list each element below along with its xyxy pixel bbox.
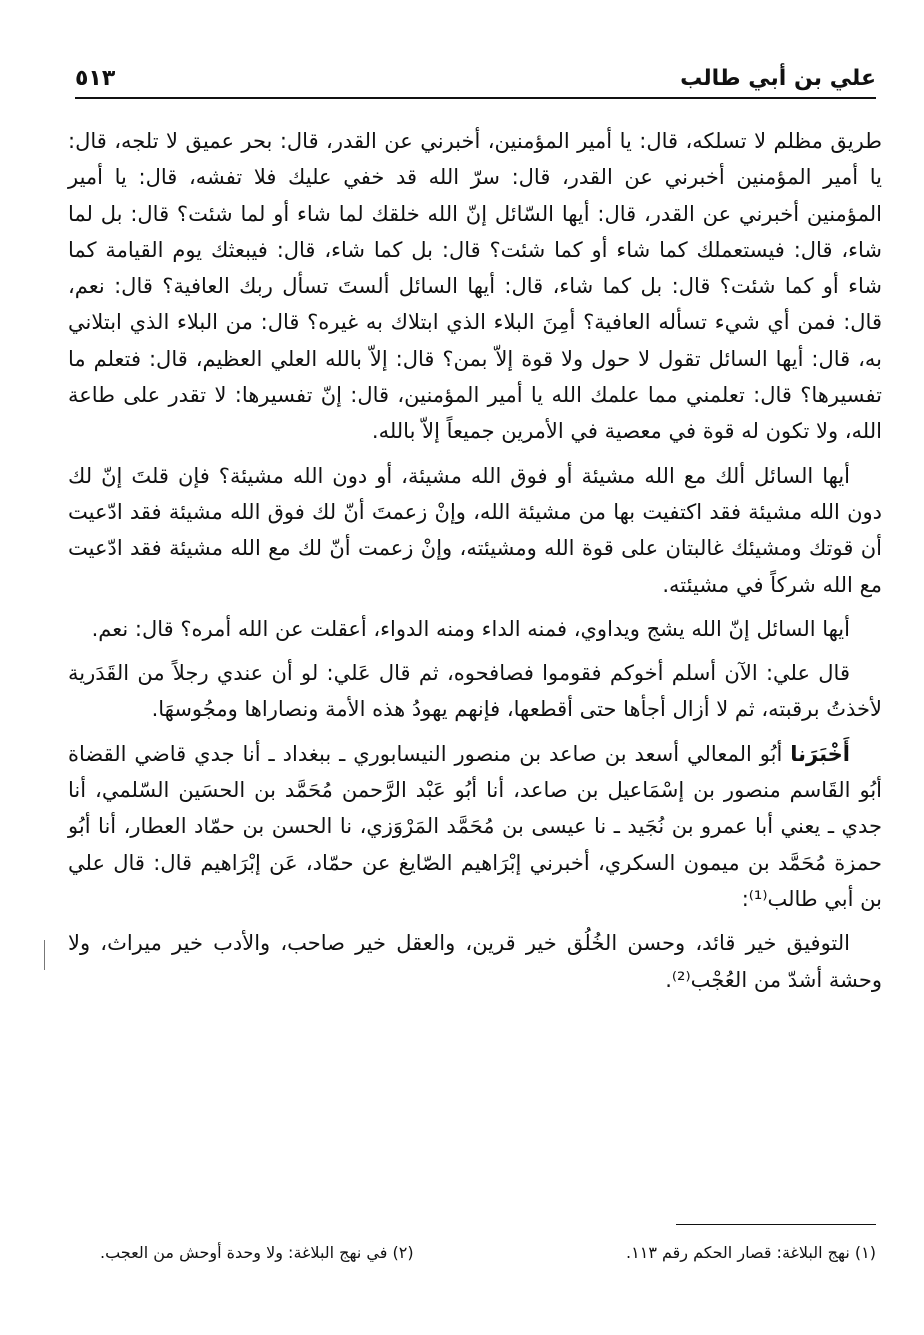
main-text	[68, 123, 882, 1006]
footnotes	[100, 1240, 876, 1266]
footnote-1: (١) نهج البلاغة: قصار الحكم رقم ١١٣.	[626, 1243, 876, 1262]
footnote-2: (٢) في نهج البلاغة: ولا وحدة أوحش من العجب.	[100, 1243, 414, 1262]
paragraph-text: أيها السائل إنّ الله يشج ويداوي، فمنه الداء ومنه الدواء، أعقلت عن الله أمره؟ قال: نعم.	[91, 616, 850, 641]
paragraph	[68, 611, 882, 647]
running-header	[75, 58, 876, 94]
footnote-rule	[676, 1224, 876, 1225]
paragraph	[68, 925, 882, 998]
paragraph-text: التوفيق خير قائد، وحسن الخُلُق خير قرين، والعقل خير صاحب، والأدب خير ميراث، ولا وحشة أشدّ من العُجْب⁽²⁾.	[68, 931, 882, 992]
page-number: ٥١٣	[75, 66, 116, 91]
paragraph-text: أبُو المعالي أسعد بن صاعد بن منصور النيسابوري ـ ببغداد ـ أنا جدي قاضي القضاة أبُو القَاسم منصور بن إسْمَاعيل بن صاعد، أنا أبُو عَبْد الرَّحمن مُحَمَّد بن الحسَين السّلمي، أنا جدي ـ يعني أبا عمرو بن نُجَيد ـ نا عيسى بن مُحَمَّد المَرْوَزي، نا الحسن بن حمّاد العطار، أنا أبُو حمزة مُحَمَّد بن ميمون السكري، أخبرني إبْرَاهيم الصّايغ عن حمّاد، عَن إبْرَاهيم قال: قال علي بن أبي طالب⁽¹⁾:	[68, 741, 882, 911]
paragraph	[68, 123, 882, 450]
margin-mark	[44, 940, 51, 970]
paragraph-lead-word: أَخْبَرَنا	[790, 741, 850, 766]
paragraph-text: طريق مظلم لا تسلكه، قال: يا أمير المؤمنين، أخبرني عن القدر، قال: بحر عميق لا تلجه، قال: يا أمير المؤمنين أخبرني عن القدر، قال: سرّ الله قد خفي عليك فلا تفشه، قال: يا أمير المؤمنين أخبرني عن القدر، قال: أيها السّائل إنّ الله خلقك لما شاء أو لما شئت؟ قال: بل لما شاء، قال: فيستعملك كما شاء أو كما شئت؟ قال: بل كما شاء، قال: فيبعثك يوم القيامة كما شاء أو كما شئت؟ قال: بل كما شاء، قال: أيها السائل ألستَ تسأل ربك العافية؟ قال: نعم، قال: فمن أي شيء تسأله العافية؟ أمِنَ البلاء الذي ابتلاك به غيره؟ قال: من البلاء الذي ابتلاني به، قال: أيها السائل تقول لا حول ولا قوة إلاّ بمن؟ قال: إلاّ بالله العلي العظيم، قال: فتعلم ما تفسيرها؟ قال: تعلمني مما علمك الله يا أمير المؤمنين، قال: إنّ تفسيرها: لا تقدر على طاعة الله، ولا تكون له قوة في معصية في الأمرين جميعاً إلاّ بالله.	[68, 129, 882, 444]
paragraph-text: قال علي: الآن أسلم أخوكم فقوموا فصافحوه، ثم قال عَلي: لو أن عندي رجلاً من القَدَرية لأخذتُ برقبته، ثم لا أزال أجأها حتى أقطعها، فإنهم يهودُ هذه الأمة ونصاراها ومجُوسهَا.	[68, 661, 882, 722]
paragraph	[68, 458, 882, 603]
paragraph	[68, 736, 882, 917]
paragraph	[68, 655, 882, 728]
paragraph-text: أيها السائل ألك مع الله مشيئة أو فوق الله مشيئة، أو دون الله مشيئة؟ فإن قلتَ إنّ لك دون الله مشيئة فقد اكتفيت بها من مشيئة الله، وإنْ زعمتَ أنّ لك فوق الله مشيئة فقد ادّعيت أن قوتك ومشيئك غالبتان على قوة الله ومشيئته، وإنْ زعمت أنّ لك مع الله مشيئة فقد ادّعيت مع الله شركاً في مشيئته.	[68, 463, 882, 597]
running-title: علي بن أبي طالب	[680, 66, 876, 91]
header-rule	[75, 97, 876, 99]
